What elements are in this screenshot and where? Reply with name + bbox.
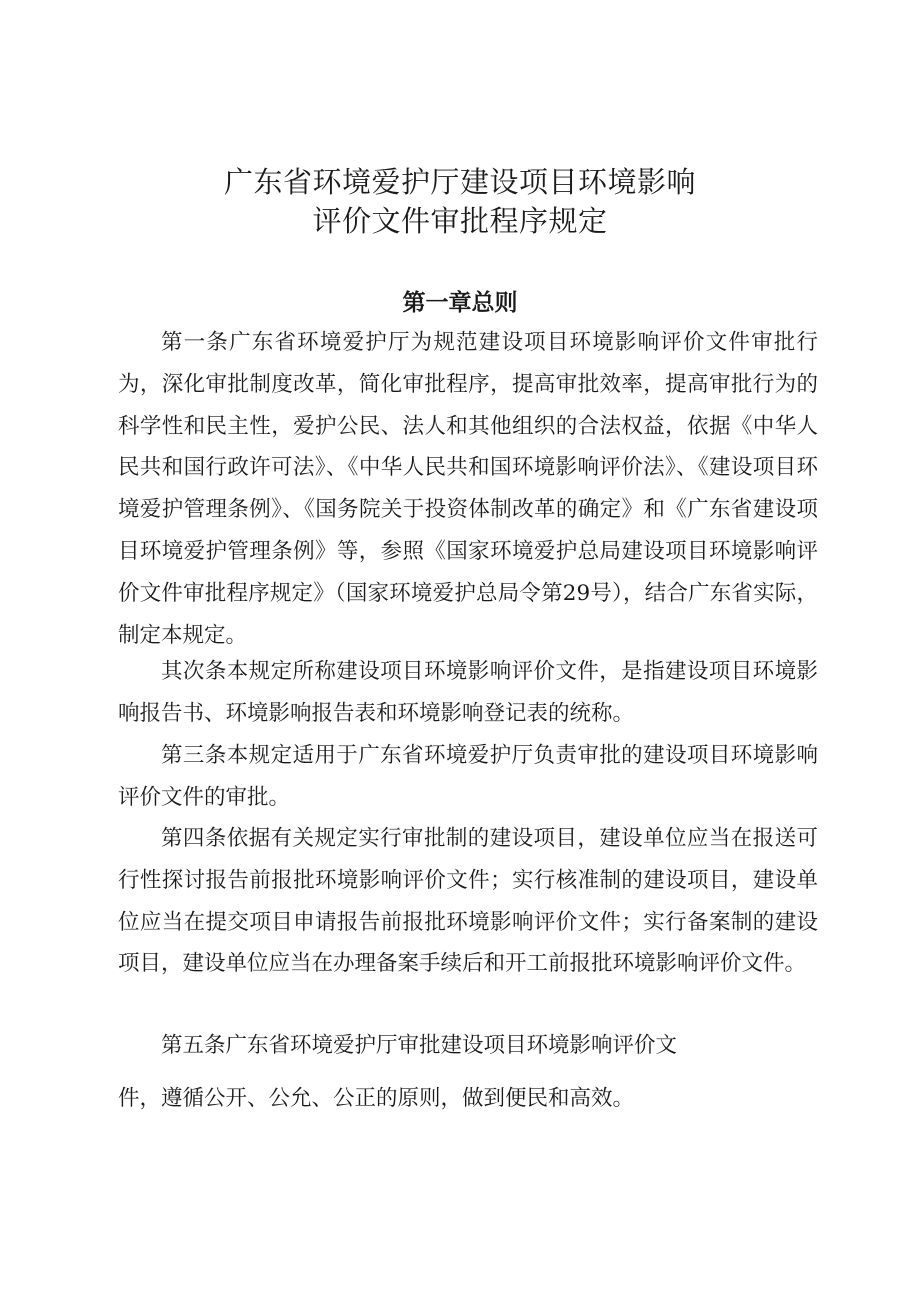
article-3-paragraph: 第三条本规定适用于广东省环境爱护厅负责审批的建设项目环境影响评价文件的审批。 xyxy=(118,743,818,810)
chapter-heading: 第一章总则 xyxy=(402,290,518,316)
article-5-paragraph-line-2: 件，遵循公开、公允、公正的原则，做到便民和高效。 xyxy=(118,1086,635,1111)
article-2-paragraph: 其次条本规定所称建设项目环境影响评价文件，是指建设项目环境影响报告书、环境影响报告表和环境影响登记表的统称。 xyxy=(118,659,818,726)
article-5-paragraph-line-1: 第五条广东省环境爱护厅审批建设项目环境影响评价文 xyxy=(161,1033,678,1058)
document-title-line-1: 广东省环境爱护厅建设项目环境影响 xyxy=(223,165,696,199)
document-title-line-2: 评价文件审批程序规定 xyxy=(312,204,608,238)
article-4-paragraph: 第四条依据有关规定实行审批制的建设项目，建设单位应当在报送可行性探讨报告前报批环境影响评价文件；实行核准制的建设项目，建设单位应当在提交项目申请报告前报批环境影响评价文件；实行备案制的建设项目，建设单位应当在办理备案手续后和开工前报批环境影响评价文件。 xyxy=(118,826,818,977)
article-1-paragraph: 第一条广东省环境爱护厅为规范建设项目环境影响评价文件审批行为，深化审批制度改革，简化审批程序，提高审批效率，提高审批行为的科学性和民主性，爱护公民、法人和其他组织的合法权益，依据《中华人民共和国行政许可法》、《中华人民共和国环境影响评价法》、《建设项目环境爱护管理条例》、《国务院关于投资体制改革的确定》和《广东省建设项目环境爱护管理条例》等，参照《国家环境爱护总局建设项目环境影响评价文件审批程序规定》（国家环境爱护总局令第29号），结合广东省实际，制定本规定。 xyxy=(118,330,818,648)
